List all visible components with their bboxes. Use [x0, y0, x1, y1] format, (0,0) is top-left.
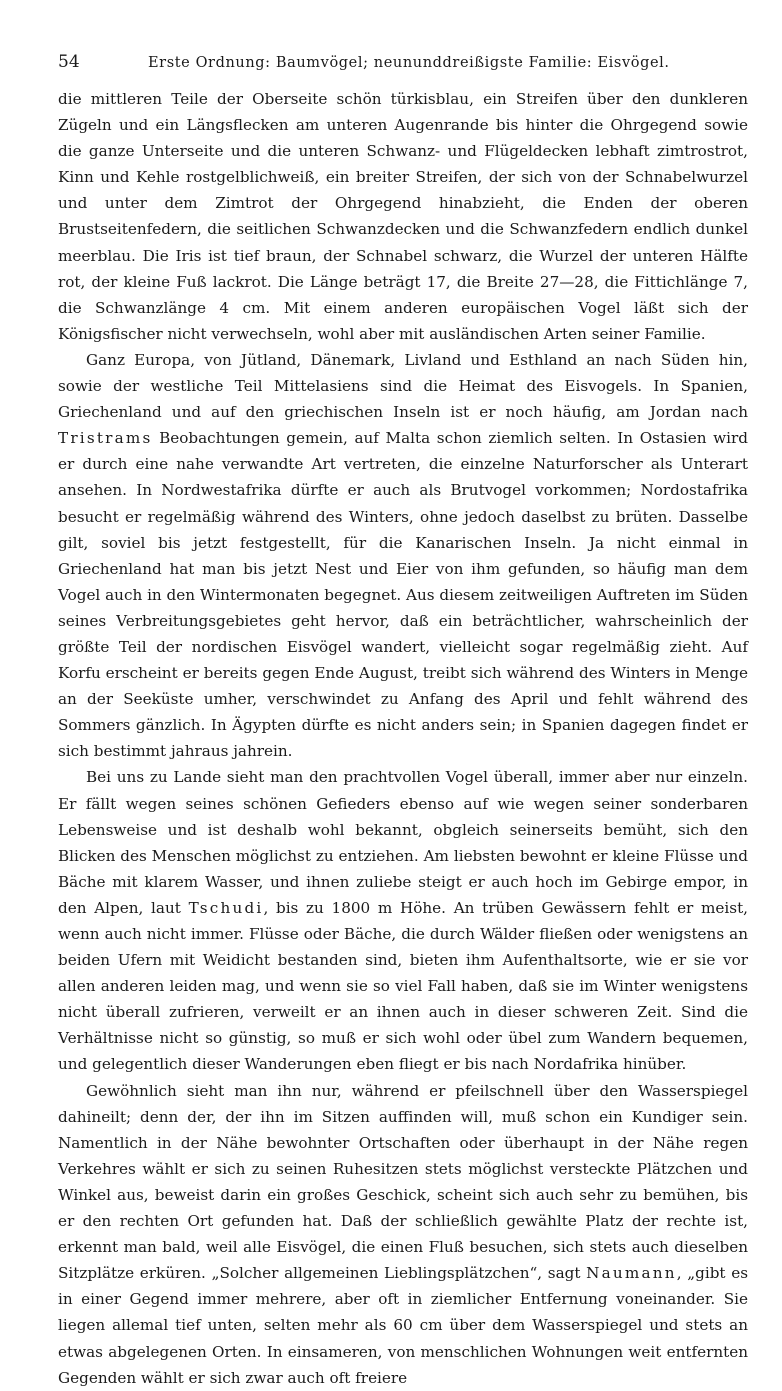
paragraph-text: Gewöhnlich sieht man ihn nur, während er pfeilschnell über den Wasserspiegel dahineilt; denn der, der ihn im Sitzen auffinden will, muß schon ein Kundiger sein. Namentlich in der Nähe bewohnter Ortschaften oder überhaupt in der Nähe regen Verkehres wählt er sich zu seinen Ruhesitzen stets möglichst versteckte Plätzchen und Winkel aus, beweist darin ein großes Geschick, scheint sich auch sehr zu bemühen, bis er den rechten Ort gefunden hat. Daß der schließlich gewählte Platz der rechte ist, erkennt man bald, weil alle Eisvögel, die einen Fluß besuchen, sich stets auch dieselben Sitzplätze erküren. „Solcher allgemeinen Lieblingsplätzchen“, sagt — [58, 1081, 748, 1283]
paragraph-text: , bis zu 1800 m Höhe. An trüben Gewässern fehlt er meist, wenn auch nicht immer. Flüsse oder Bäche, die durch Wälder fließen oder wenigstens an beiden Ufern mit Weidicht bestanden sind, bieten ihm Aufenthaltsorte, wie er sie vor allen anderen leiden mag, und wenn sie so viel Fall haben, daß sie im Winter wenigstens nicht überall zufrieren, verweilt er an ihnen auch in dieser schweren Zeit. Sind die Verhältnisse nicht so günstig, so muß er sich wohl oder übel zum Wandern bequemen, und gelegentlich dieser Wanderungen eben fliegt er bis nach Nordafrika hinüber. — [58, 898, 748, 1074]
running-head: Erste Ordnung: Baumvögel; neununddreißigste Familie: Eisvögel. — [148, 55, 670, 71]
paragraph-2 — [58, 347, 748, 765]
paragraph-text: Beobachtungen gemein, auf Malta schon ziemlich selten. In Ostasien wird er durch eine nahe verwandte Art vertreten, die einzelne Naturforscher als Unterart ansehen. In Nordwestafrika dürfte er auch als Brutvogel vorkommen; Nordostafrika besucht er regelmäßig während des Winters, ohne jedoch daselbst zu brüten. Dasselbe gilt, soviel bis jetzt festgestellt, für die Kanarischen Inseln. Ja nicht einmal in Griechenland hat man bis jetzt Nest und Eier von ihm gefunden, so häufig man dem Vogel auch in den Wintermonaten begegnet. Aus diesem zeitweiligen Auftreten im Süden seines Verbreitungsgebietes geht hervor, daß ein beträchtlicher, wahrscheinlich der größte Teil der nordischen Eisvögel wandert, vielleicht sogar regelmäßig zieht. Auf Korfu erscheint er bereits gegen Ende August, treibt sich während des Winters in Menge an der Seeküste umher, verschwindet zu Anfang des April und fehlt während des Sommers gänzlich. In Ägypten dürfte es nicht anders sein; in Spanien dagegen findet er sich bestimmt jahraus jahrein. — [58, 429, 748, 761]
paragraph-text: Ganz Europa, von Jütland, Dänemark, Livland und Esthland an nach Süden hin, sowie der westliche Teil Mittelasiens sind die Heimat des Eisvogels. In Spanien, Griechenland und auf den griechischen Inseln ist er noch häufig, am Jordan nach — [58, 350, 748, 422]
paragraph-3 — [58, 764, 748, 1077]
page-header — [58, 52, 748, 86]
paragraph-text: , „gibt es in einer Gegend immer mehrere, aber oft in ziemlicher Entfernung voneinander. Sie liegen allemal tief unten, selten mehr als 60 cm über dem Wasserspiegel und stets an etwas abgelegenen Orten. In einsameren, von menschlichen Wohnungen weit entfernten Gegenden wählt er sich zwar auch oft freiere — [58, 1264, 748, 1387]
body-text — [58, 86, 748, 1391]
paragraph-text: Bei uns zu Lande sieht man den prachtvollen Vogel überall, immer aber nur einzeln. Er fällt wegen seines schönen Gefieders ebenso auf wie wegen seiner sonderbaren Lebensweise und ist deshalb wohl bekannt, obgleich seinerseits bemüht, sich den Blicken des Menschen möglichst zu entziehen. Am liebsten bewohnt er kleine Flüsse und Bäche mit klarem Wasser, und ihnen zuliebe steigt er auch hoch im Gebirge empor, in den Alpen, laut — [58, 768, 748, 917]
author-name-naumann: Naumann — [586, 1264, 677, 1283]
paragraph-4 — [58, 1078, 748, 1391]
paragraph-text: die mittleren Teile der Oberseite schön türkisblau, ein Streifen über den dunkleren Zügeln und ein Längsflecken am unteren Augenrande bis hinter die Ohrgegend sowie die ganze Unterseite und die unteren Schwanz- und Flügeldecken lebhaft zimtrostrot, Kinn und Kehle rostgelblichweiß, ein breiter Streifen, der sich von der Schnabelwurzel und unter dem Zimtrot der Ohrgegend hinabzieht, die Enden der oberen Brustseitenfedern, die seitlichen Schwanzdecken und die Schwanzfedern endlich dunkel meerblau. Die Iris ist tief braun, der Schnabel schwarz, die Wurzel der unteren Hälfte rot, der kleine Fuß lackrot. Die Länge beträgt 17, die Breite 27—28, die Fittichlänge 7, die Schwanzlänge 4 cm. Mit einem anderen europäischen Vogel läßt sich der Königsfischer nicht verwechseln, wohl aber mit ausländischen Arten seiner Familie. — [58, 90, 748, 343]
author-name-tschudi: Tschudi — [188, 898, 264, 917]
page-number: 54 — [58, 52, 80, 72]
paragraph-1 — [58, 86, 748, 347]
author-name-tristram: Tristrams — [58, 429, 153, 448]
